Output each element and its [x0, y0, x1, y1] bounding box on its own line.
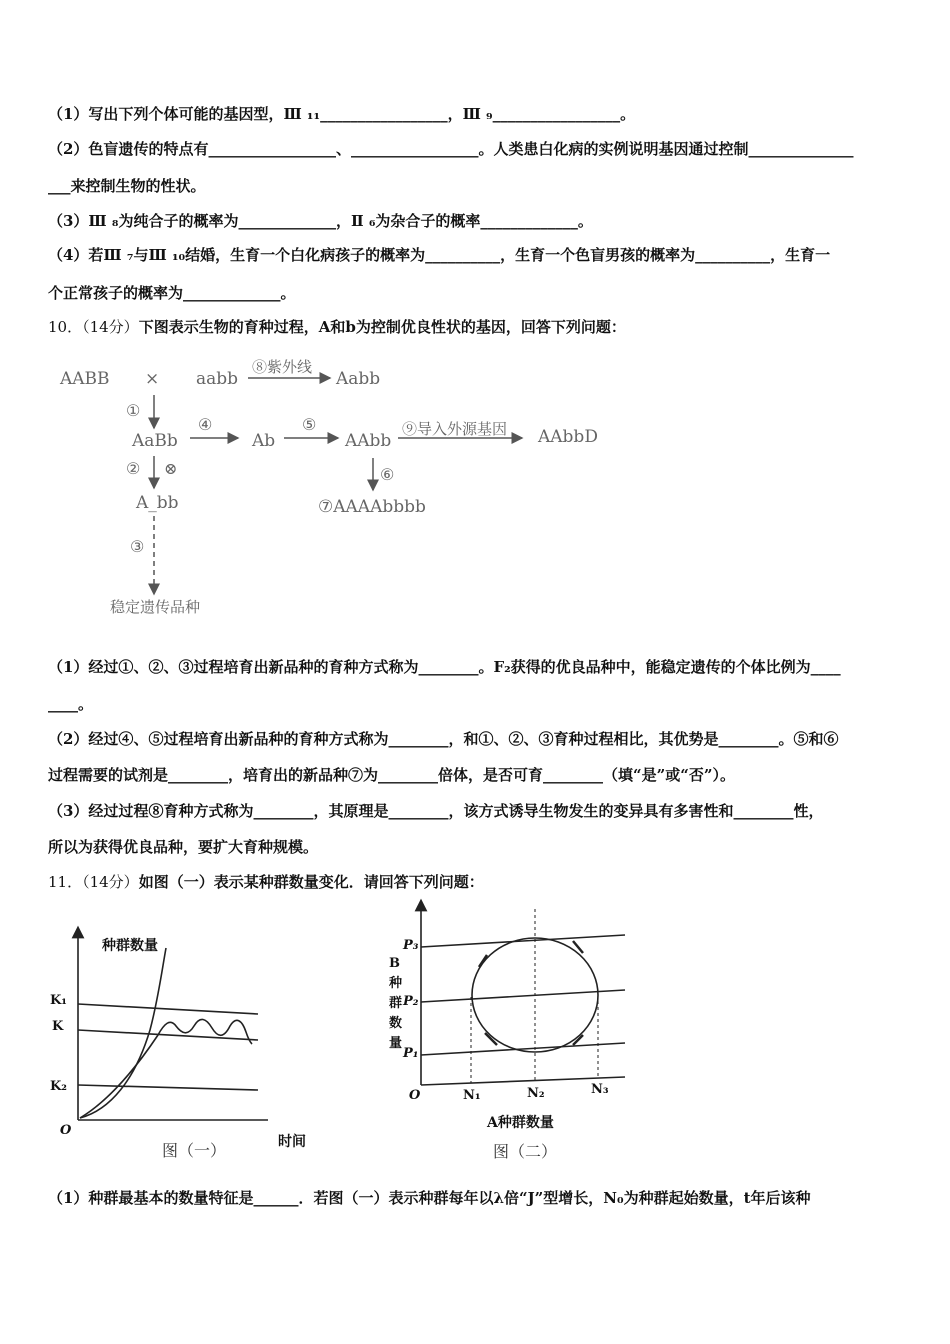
- f2-a-bb: A_bb: [136, 493, 179, 513]
- q9-item-4-line-2: 个正常孩子的概率为_____________。: [48, 284, 296, 302]
- cross-symbol: ×: [145, 369, 160, 389]
- graph-1-k2-line: [78, 1085, 258, 1090]
- q9-item-4-line-1: （4）若Ⅲ ₇与Ⅲ ₁₀结婚，生育一个白化病孩子的概率为__________，生育一个色盲男孩的概率为__________，生育一: [48, 246, 831, 264]
- graph-1-k-line: [78, 1030, 258, 1040]
- step-4-label: ④: [198, 415, 213, 434]
- q10-number: 10．（14分）: [48, 318, 139, 336]
- step-8-label: ⑧紫外线: [252, 358, 313, 376]
- step-1-label: ①: [126, 401, 141, 420]
- graph-2-y-label-1: B: [389, 956, 400, 971]
- step-5-label: ⑤: [302, 415, 317, 434]
- f1-aabb: AaBb: [132, 431, 178, 451]
- mutant-aabb: Aabb: [336, 369, 381, 389]
- q9-item-2-line-1: （2）色盲遗传的特点有_________________、_________________。人类患白化病的实例说明基因通过控制______________: [48, 140, 854, 158]
- graph-1-k1-line: [78, 1004, 258, 1014]
- graph-1-population-curve: [40, 920, 330, 1170]
- graph-2-origin: O: [409, 1088, 421, 1103]
- step-9-label: ⑨导入外源基因: [402, 420, 508, 438]
- q10-item-3-line-1: （3）经过过程⑧育种方式称为________，其原理是________，该方式诱导生物发生的变异具有多害性和________性，: [48, 802, 824, 820]
- graph-1-x-label: 时间: [278, 1134, 306, 1150]
- q10-item-3-line-2: 所以为获得优良品种，要扩大育种规模。: [48, 838, 319, 856]
- stable-variety-label: 稳定遗传品种: [110, 598, 201, 616]
- graph-1-k2-label: K₂: [50, 1079, 67, 1094]
- q10-item-2-line-2: 过程需要的试剂是________，培育出的新品种⑦为________倍体，是否可育________（填“是”或“否”）。: [48, 766, 736, 784]
- parent-aabb: AABB: [60, 369, 110, 389]
- q11-title-text: 如图（一）表示某种群数量变化．请回答下列问题：: [138, 873, 484, 891]
- haploid-ab: Ab: [252, 431, 276, 451]
- transgenic-aabbd: AAbbD: [538, 427, 598, 447]
- graph-2-p1-label: P₁: [403, 1046, 419, 1061]
- q11-item-1: （1）种群最基本的数量特征是______．若图（一）表示种群每年以λ倍“J”型增长，N₀为种群起始数量，t年后该种: [48, 1189, 811, 1207]
- selfing-symbol: ⊗: [164, 459, 178, 478]
- graph-1-y-label: 种群数量: [102, 938, 158, 954]
- q10-item-2-line-1: （2）经过④、⑤过程培育出新品种的育种方式称为________，和①、②、③育种过程相比，其优势是________。⑤和⑥: [48, 730, 839, 748]
- q10-title: [48, 316, 626, 337]
- graph-1-origin: O: [60, 1123, 72, 1138]
- breeding-diagram: [40, 350, 660, 630]
- graph-2-p1-line: [421, 1043, 625, 1055]
- graph-2-x-label: A种群数量: [487, 1115, 554, 1131]
- graph-2-n3-label: N₃: [591, 1082, 609, 1097]
- q10-item-1-line-1: （1）经过①、②、③过程培育出新品种的育种方式称为________。F₂获得的优良品种中，能稳定遗传的个体比例为____: [48, 658, 841, 676]
- graph-2-p3-label: P₃: [403, 938, 419, 953]
- graph-2-n1-label: N₁: [463, 1088, 481, 1103]
- graph-2-p2-label: P₂: [403, 994, 419, 1009]
- step-3-label: ③: [130, 537, 145, 556]
- graph-1-k1-label: K₁: [50, 993, 67, 1008]
- graph-1-caption: 图（一）: [162, 1141, 227, 1160]
- graph-2-y-label-4: 数: [389, 1016, 403, 1031]
- graph-2-y-label-5: 量: [389, 1036, 403, 1051]
- q11-number: 11．（14分）: [48, 873, 139, 891]
- graph-2-p3-line: [421, 935, 625, 947]
- graph-2-y-label-3: 群: [389, 996, 403, 1011]
- graph-1-k-label: K: [52, 1019, 64, 1034]
- graph-2-caption: 图（二）: [493, 1142, 558, 1161]
- q9-item-2-line-2: ___来控制生物的性状。: [48, 177, 206, 195]
- parent-aabb-recessive: aabb: [196, 369, 239, 389]
- step-6-label: ⑥: [380, 465, 395, 484]
- graph-2-arrow-top-left: [479, 955, 487, 967]
- step-2-label: ②: [126, 459, 141, 478]
- graph-2-y-label-2: 种: [389, 976, 403, 991]
- graph-2-predator-prey: [375, 895, 645, 1170]
- graph-2-p2-line: [421, 990, 625, 1002]
- graph-2-n2-label: N₂: [527, 1086, 545, 1101]
- q10-item-1-line-2: ____。: [48, 695, 94, 713]
- q9-item-3: （3）Ⅲ ₈为纯合子的概率为_____________，Ⅱ ₆为杂合子的概率_____________。: [48, 212, 593, 230]
- q10-title-text: 下图表示生物的育种过程，A和b为控制优良性状的基因，回答下列问题：: [138, 318, 626, 336]
- q9-item-1: （1）写出下列个体可能的基因型，Ⅲ ₁₁_________________，Ⅲ ₉_________________。: [48, 105, 636, 123]
- q11-title: [48, 871, 484, 892]
- doubled-aabb: AAbb: [345, 431, 392, 451]
- tetraploid-aaaabbbb: ⑦AAAAbbbb: [318, 497, 426, 517]
